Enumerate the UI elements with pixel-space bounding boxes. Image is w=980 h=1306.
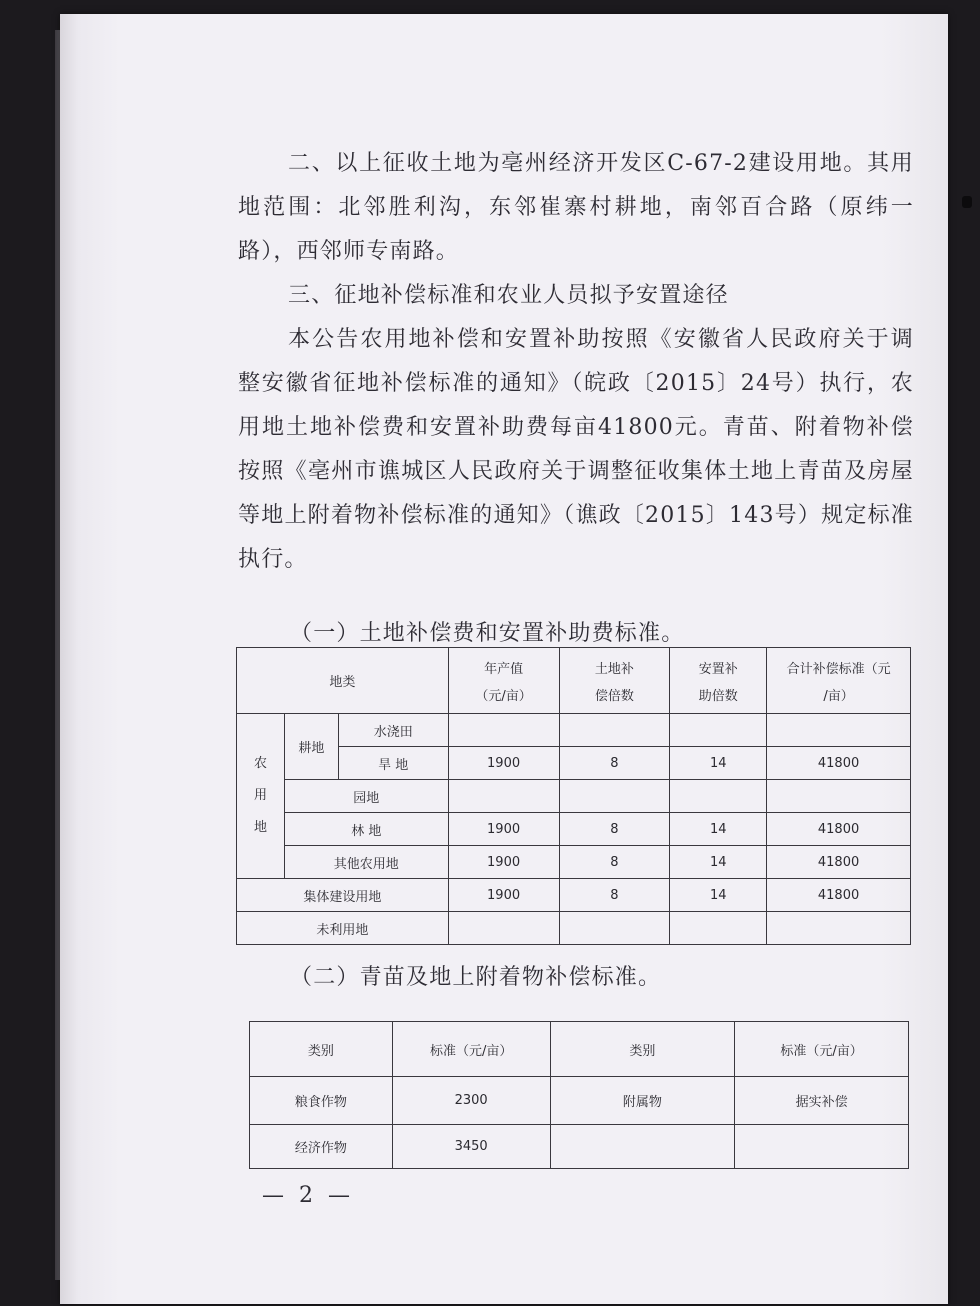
heading-compensation: 三、征地补偿标准和农业人员拟予安置途径 [288, 283, 729, 308]
crop-compensation-table [249, 1021, 909, 1169]
table-row: 经济作物 3450 [250, 1125, 909, 1169]
section2-title: （二）青苗及地上附着物补偿标准。 [290, 965, 662, 990]
paragraph-land-use: 二、以上征收土地为亳州经济开发区C-67-2建设用地。其用地范围：北邻胜利沟，东邻崔寨村耕地，南邻百合路（原纬一路），西邻师专南路。 [238, 151, 914, 264]
table-row: 粮食作物 2300 附属物 据实补偿 [250, 1077, 909, 1125]
table-row: 其他农用地 1900 8 14 41800 [237, 846, 911, 879]
land-compensation-table [236, 647, 911, 945]
table-header-row: 类别 标准（元/亩） 类别 标准（元/亩） [250, 1022, 909, 1077]
header-land-type: 地类 [237, 648, 449, 714]
page-number: — 2 — [262, 1183, 354, 1208]
header-land-multiplier: 土地补 偿倍数 [559, 648, 670, 714]
header-resettle-multiplier: 安置补 助倍数 [670, 648, 767, 714]
group-farmland: 耕地 [284, 714, 338, 780]
table-header-row [237, 648, 911, 714]
body-text [238, 142, 914, 582]
table-row: 农 用 地 耕地 水浇田 [237, 714, 911, 747]
binding-hole [962, 196, 972, 208]
section1-title: （一）土地补偿费和安置补助费标准。 [290, 621, 685, 646]
table-row: 园地 [237, 780, 911, 813]
group-agricultural-land: 农 用 地 [237, 714, 285, 879]
header-annual-output: 年产值 （元/亩） [448, 648, 559, 714]
header-total-standard: 合计补偿标准（元 /亩） [767, 648, 911, 714]
paragraph-compensation-basis: 本公告农用地补偿和安置补助按照《安徽省人民政府关于调整安徽省征地补偿标准的通知》（皖政〔2015〕24号）执行，农用地土地补偿费和安置补助费每亩41800元。青苗、附着物补偿按照《亳州市谯城区人民政府关于调整征收集体土地上青苗及房屋等地上附着物补偿标准的通知》（谯政〔2015〕143号）规定标准执行。 [238, 327, 914, 572]
table-row: 未利用地 [237, 912, 911, 945]
table-row: 旱 地 1900 8 14 41800 [237, 747, 911, 780]
table-row: 林 地 1900 8 14 41800 [237, 813, 911, 846]
table-row: 集体建设用地 1900 8 14 41800 [237, 879, 911, 912]
